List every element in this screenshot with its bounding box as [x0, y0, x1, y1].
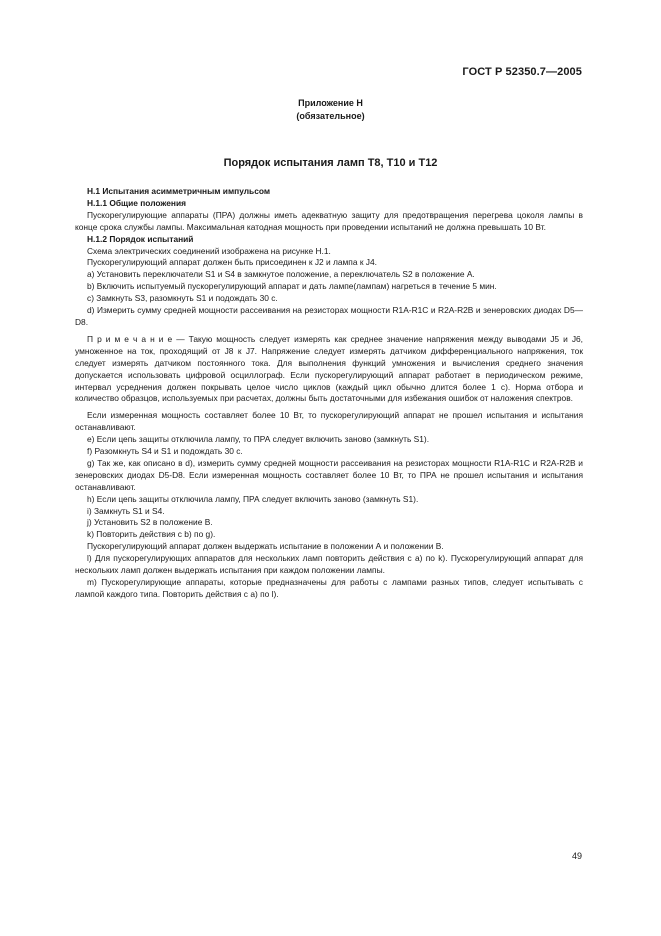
heading-h1: Н.1 Испытания асимметричным импульсом	[87, 186, 271, 196]
list-item-b: b) Включить испытуемый пускорегулирующий аппарат и дать лампе(лампам) нагреться в течение 5 мин.	[87, 281, 497, 292]
list-item-m: m) Пускорегулирующие аппараты, которые предназначены для работы с лампами разных типов, следует испытывать с лампой каждого типа. Повторить действия с а) по l).	[75, 577, 583, 599]
appendix-heading	[0, 97, 661, 123]
appendix-title: Приложение Н	[298, 98, 363, 108]
document-body	[75, 186, 583, 601]
note-text: Такую мощность следует измерять как среднее значение напряжения между выводами J5 и J6, умноженное на ток, проходящий от J8 к J7. Напряжение следует измерять датчиком дифференциального напряжения, ток следует измерять датчиком постоянного тока. Для выполнения функций умножения и вычисления среднего значения допускается использовать цифровой осциллограф. Если пускорегулирующий аппарат работает в периодическом режиме, интервал усреднения должен покрывать целое число циклов (каждый цикл обычно длится более 1 с). Норма отбора и количество образцов, используемых при расчетах, должны быть достаточными для избежания ошибок от наложения спектров.	[75, 333, 583, 404]
heading-h1-1: Н.1.1 Общие положения	[87, 197, 186, 208]
standard-code: ГОСТ Р 52350.7—2005	[462, 66, 582, 78]
paragraph: Если измеренная мощность составляет более 10 Вт, то пускорегулирующий аппарат не прошел испытания и испытания останавливают.	[75, 410, 583, 433]
heading-h1-2: Н.1.2 Порядок испытаний	[87, 233, 194, 244]
note-label: П р и м е ч а н и е —	[87, 333, 185, 344]
note	[75, 334, 583, 405]
section-title: Порядок испытания ламп Т8, Т10 и Т12	[223, 157, 438, 169]
list-item-c: с) Замкнуть S3, разомкнуть S1 и подождать 30 с.	[87, 293, 278, 304]
list-item-l: l) Для пускорегулирующих аппаратов для нескольких ламп повторить действия с а) по k). Пускорегулирующий аппарат для нескольких ламп должен выдержать испытания при каждом положении лампы.	[75, 553, 583, 576]
paragraph: Пускорегулирующий аппарат должен быть присоединен к J2 и лампа к J4.	[87, 257, 377, 268]
page-number: 49	[571, 851, 582, 861]
list-item-f: f) Разомкнуть S4 и S1 и подождать 30 с.	[87, 446, 243, 457]
paragraph: Схема электрических соединений изображена на рисунке Н.1.	[87, 245, 331, 256]
paragraph: Пускорегулирующие аппараты (ПРА) должны иметь адекватную защиту для предотвращения перегрева цоколя лампы в конце срока службы лампы. Максимальная катодная мощность при проведении испытаний не должна превышать 10 Вт.	[75, 209, 583, 232]
list-item-g: g) Так же, как описано в d), измерить сумму средней мощности рассеивания на резисторах мощности R1A-R1C и R2A-R2B и зенеровских диодах D5-D8. Если измеренная мощность составляет более 10 Вт, то ПРА не прошел испытания и испытания останавливают.	[75, 457, 583, 492]
list-item-e: е) Если цепь защиты отключила лампу, то ПРА следует включить заново (замкнуть S1).	[87, 434, 430, 445]
paragraph: Пускорегулирующий аппарат должен выдержать испытание в положении А и положении В.	[87, 541, 444, 552]
list-item-k: k) Повторить действия с b) по g).	[87, 529, 216, 540]
list-item-i: i) Замкнуть S1 и S4.	[87, 505, 165, 516]
list-item-j: j) Установить S2 в положение В.	[87, 517, 213, 528]
appendix-status: (обязательное)	[296, 111, 365, 121]
list-item-h: h) Если цепь защиты отключила лампу, ПРА следует включить заново (замкнуть S1).	[87, 493, 419, 504]
list-item-d: d) Измерить сумму средней мощности рассеивания на резисторах мощности R1A-R1C и R2A-R2B и зенеровских диодах D5—D8.	[75, 305, 583, 327]
list-item-a: а) Установить переключатели S1 и S4 в замкнутое положение, а переключатель S2 в положение А.	[87, 269, 475, 280]
